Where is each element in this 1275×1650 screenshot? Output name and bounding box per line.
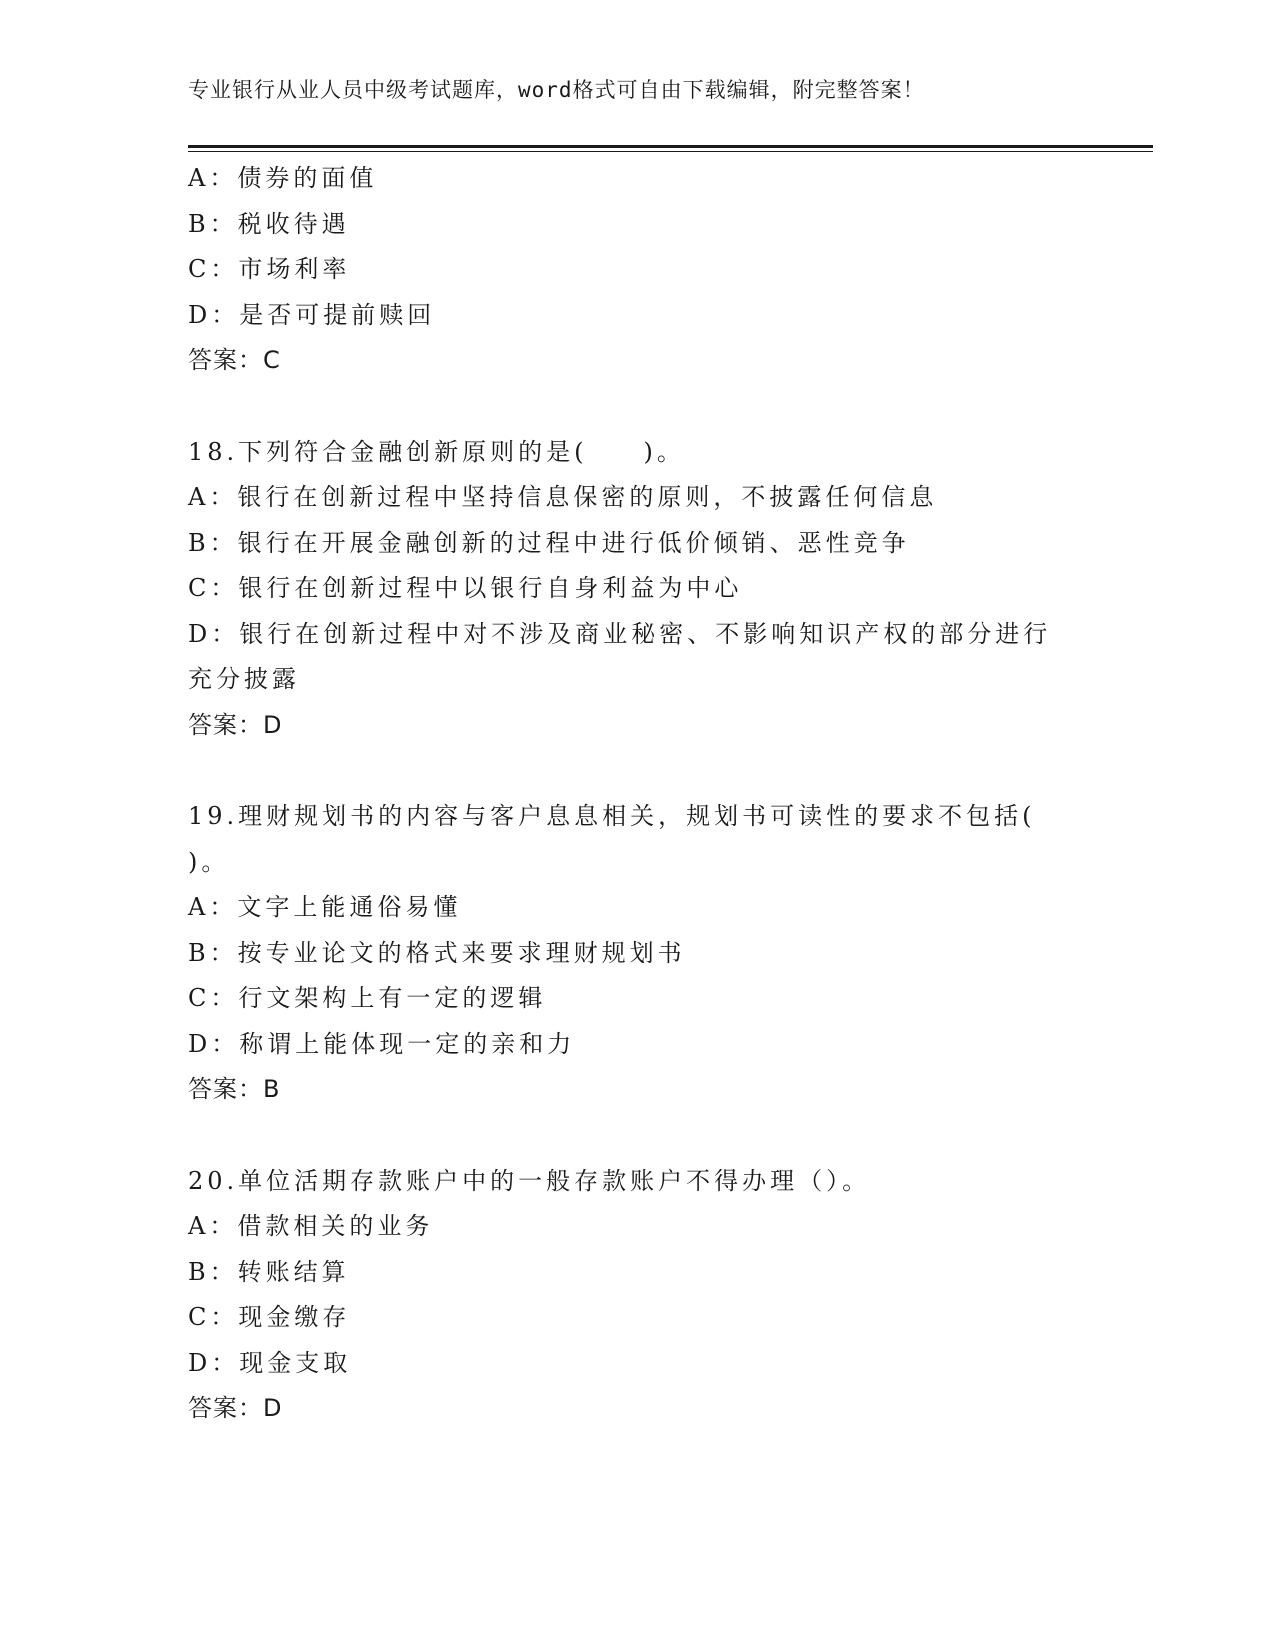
question-19-block [188, 794, 1088, 1113]
question-18-block [188, 430, 1088, 749]
q18-option-b: B：银行在开展金融创新的过程中进行低价倾销、恶性竞争 [188, 528, 910, 557]
q19-option-d: D：称谓上能体现一定的亲和力 [188, 1029, 576, 1058]
q18-answer: 答案：D [188, 710, 283, 739]
q18-option-d: D：银行在创新过程中对不涉及商业秘密、不影响知识产权的部分进行 [188, 619, 1052, 648]
q18-option-a: A：银行在创新过程中坚持信息保密的原则，不披露任何信息 [188, 483, 938, 511]
q20-option-a: A：借款相关的业务 [188, 1212, 434, 1240]
q18-option-d-continued: 充分披露 [188, 665, 300, 693]
q18-option-c: C：银行在创新过程中以银行自身利益为中心 [188, 574, 743, 602]
q19-option-c: C：行文架构上有一定的逻辑 [188, 984, 547, 1012]
question-20-block [188, 1159, 1088, 1432]
q19-answer: 答案：B [188, 1075, 281, 1103]
header-rule-thin [188, 151, 1153, 152]
q20-option-c: C：现金缴存 [188, 1303, 351, 1331]
q20-option-d: D：现金支取 [188, 1348, 352, 1377]
q20-answer: 答案：D [188, 1394, 283, 1422]
question-17-block [188, 156, 1088, 384]
q19-option-a: A：文字上能通俗易懂 [188, 893, 462, 921]
q20-option-b: B：转账结算 [188, 1257, 350, 1286]
question-content [188, 156, 1088, 1432]
q17-option-b: B：税收待遇 [188, 209, 350, 238]
q18-question: 18.下列符合金融创新原则的是( )。 [188, 437, 685, 466]
q17-answer: 答案：C [188, 346, 281, 374]
q19-question-continued: )。 [188, 847, 230, 876]
page-header: 专业银行从业人员中级考试题库，word格式可自由下载编辑，附完整答案！ [188, 78, 925, 102]
q17-option-c: C：市场利率 [188, 255, 351, 283]
q17-option-a: A：债券的面值 [188, 164, 378, 192]
q19-question: 19.理财规划书的内容与客户息息相关，规划书可读性的要求不包括( [188, 802, 1036, 830]
q17-option-d: D：是否可提前赎回 [188, 300, 436, 329]
q20-question: 20.单位活期存款账户中的一般存款账户不得办理（）。 [188, 1166, 871, 1195]
q19-option-b: B：按专业论文的格式来要求理财规划书 [188, 938, 686, 967]
header-rule-thick [188, 145, 1153, 148]
